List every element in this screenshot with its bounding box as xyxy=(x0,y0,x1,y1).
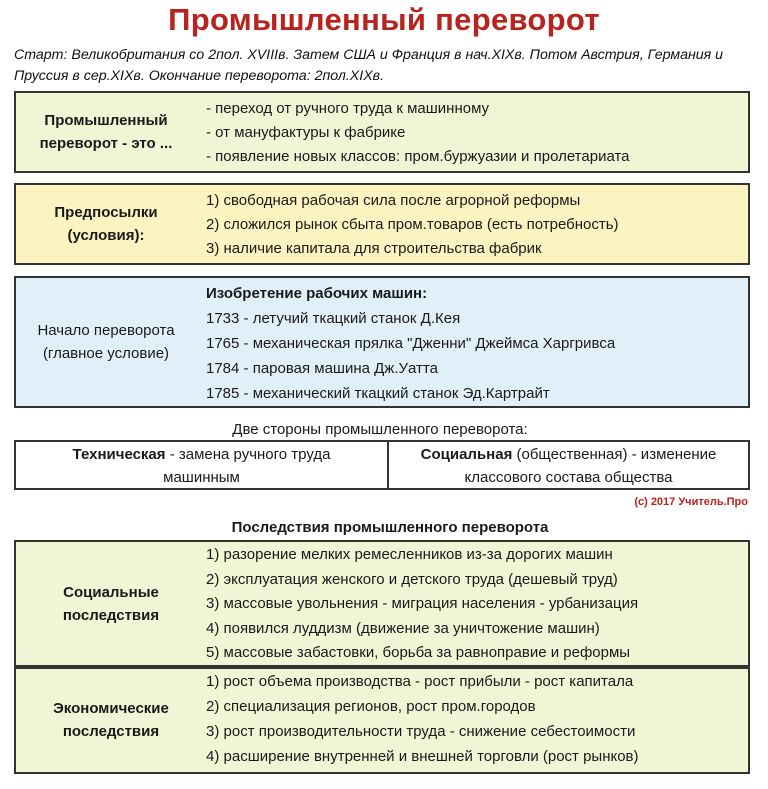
list-item: 4) расширение внутренней и внешней торговли (рост рынков) xyxy=(206,748,639,765)
list-item: 1733 - летучий ткацкий станок Д.Кея xyxy=(206,310,461,327)
list-item: 5) массовые забастовки, борьба за равноправие и реформы xyxy=(206,644,631,662)
two-sides-caption: Две стороны промышленного переворота: xyxy=(232,421,528,438)
list-item: 1) разорение мелких ремесленников из-за дорогих машин xyxy=(206,546,613,563)
list-item: - появление новых классов: пром.буржуазии и пролетариата xyxy=(206,148,630,165)
consequences-title: Последствия промышленного переворота xyxy=(231,519,549,536)
economic-consequences-list xyxy=(206,669,639,769)
list-item: 1785 - механический ткацкий станок Эд.Картрайт xyxy=(206,385,550,402)
copyright-note: (c) 2017 Учитель.Про xyxy=(634,496,748,508)
definition-label: Промышленный переворот - это ... xyxy=(39,112,173,152)
start-box xyxy=(14,276,750,408)
list-item: 4) появился луддизм (движение за уничтожение машин) xyxy=(206,619,600,637)
start-list xyxy=(206,281,615,406)
list-item: 1784 - паровая машина Дж.Уатта xyxy=(206,360,438,377)
social-term: Социальная xyxy=(420,446,513,463)
start-heading: Изобретение рабочих машин: xyxy=(206,285,428,302)
technical-side xyxy=(16,442,387,488)
list-item: 1765 - механическая прялка "Дженни" Джеймса Харгривса xyxy=(206,335,616,352)
prerequisites-box xyxy=(14,183,750,265)
list-item: - переход от ручного труда к машинному xyxy=(206,100,490,117)
list-item: - от мануфактуры к фабрике xyxy=(206,124,406,141)
list-item: 2) эксплуатация женского и детского труда (дешевый труд) xyxy=(206,570,618,588)
list-item: 3) рост производительности труда - снижение себестоимости xyxy=(206,723,636,740)
intro-text: Старт: Великобритания со 2пол. XVIIIв. Затем США и Франция в нач.XIXв. Потом Австрия, Германия и Пруссия в сер.XIXв. Окончание переворота: 2пол.XIXв. xyxy=(14,47,724,84)
start-label: Начало переворота (главное условие) xyxy=(37,322,175,362)
list-item: 1) рост объема производства - рост прибыли - рост капитала xyxy=(206,673,634,690)
list-item: 2) специализация регионов, рост пром.городов xyxy=(206,698,536,715)
social-consequences-box xyxy=(14,540,750,667)
list-item: 3) массовые увольнения - миграция населения - урбанизация xyxy=(206,595,639,613)
list-item: 2) сложился рынок сбыта пром.товаров (есть потребность) xyxy=(206,216,619,233)
social-consequences-label: Социальные последствия xyxy=(62,583,160,624)
social-side xyxy=(387,442,748,488)
page-title: Промышленный переворот xyxy=(168,2,600,37)
definition-list xyxy=(206,97,630,169)
list-item: 3) наличие капитала для строительства фабрик xyxy=(206,240,542,257)
technical-text: - замена ручного труда машинным xyxy=(163,446,331,486)
prerequisites-list xyxy=(206,189,619,261)
economic-consequences-box xyxy=(14,667,750,774)
economic-consequences-label: Экономические последствия xyxy=(53,699,169,740)
social-text: (общественная) - изменение классового состава общества xyxy=(464,446,717,486)
prerequisites-label: Предпосылки (условия): xyxy=(54,204,158,244)
social-consequences-list xyxy=(206,543,638,666)
definition-box xyxy=(14,91,750,173)
two-sides-table xyxy=(14,440,750,490)
technical-term: Техническая xyxy=(72,446,166,463)
list-item: 1) свободная рабочая сила после агрорной реформы xyxy=(206,192,581,209)
